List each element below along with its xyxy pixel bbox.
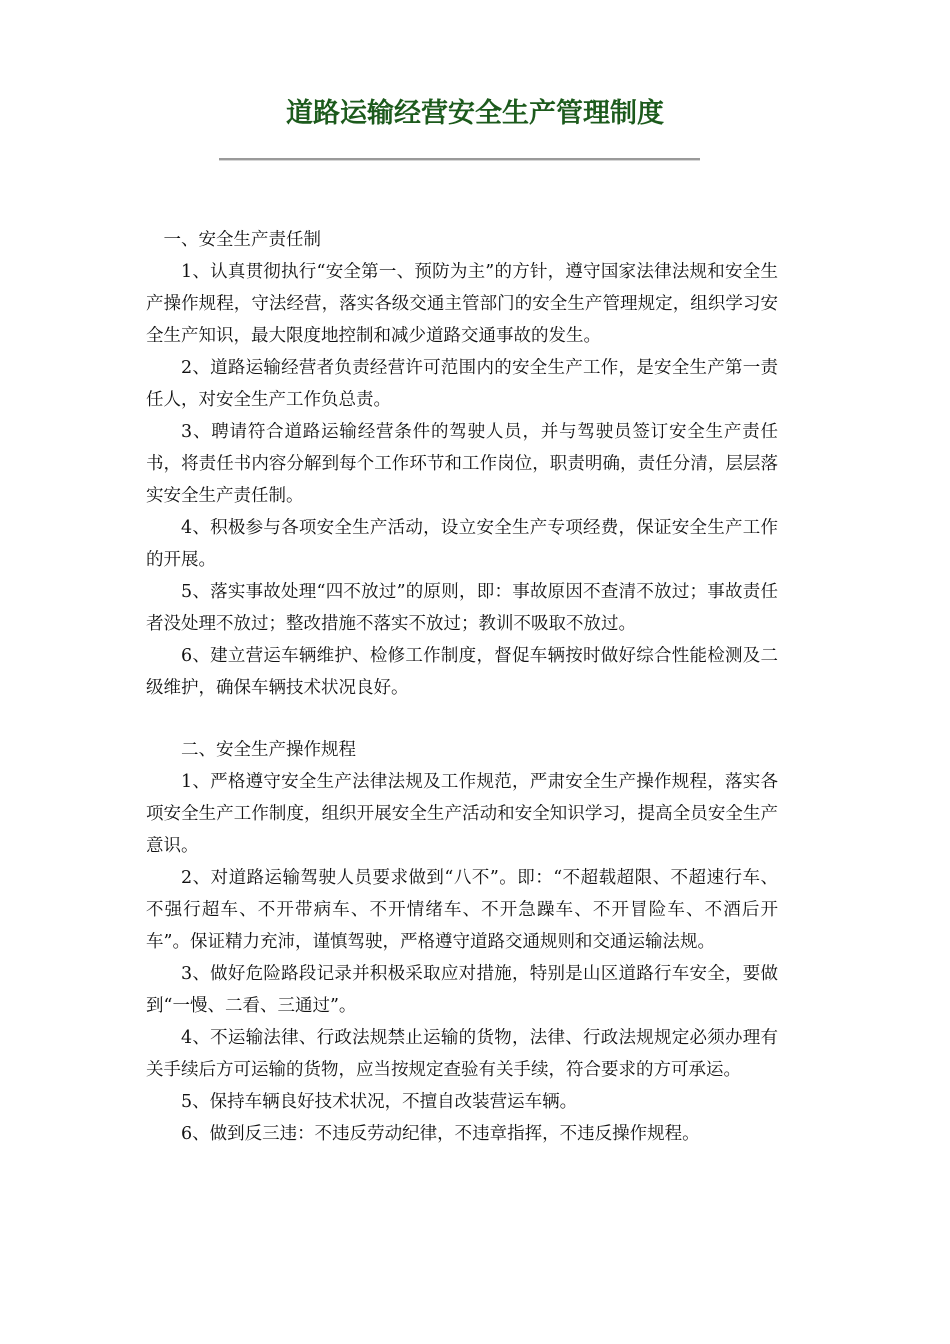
paragraph: 4、不运输法律、行政法规禁止运输的货物，法律、行政法规规定必须办理有关手续后方可运输的货物，应当按规定查验有关手续，符合要求的方可承运。	[146, 1028, 778, 1080]
paragraph: 2、对道路运输驾驶人员要求做到“八不”。即：“不超载超限、不超速行车、不强行超车、不开带病车、不开情绪车、不开急躁车、不开冒险车、不酒后开车”。保证精力充沛，谨慎驾驶，严格遵守道路交通规则和交通运输法规。	[146, 868, 778, 952]
section-heading-responsibility: 一、安全生产责任制	[163, 230, 321, 250]
paragraph: 6、做到反三违：不违反劳动纪律，不违章指挥，不违反操作规程。	[181, 1124, 700, 1144]
section-heading-operating-rules: 二、安全生产操作规程	[181, 740, 356, 760]
paragraph: 2、道路运输经营者负责经营许可范围内的安全生产工作，是安全生产第一责任人，对安全生产工作负总责。	[146, 358, 778, 410]
paragraph: 4、积极参与各项安全生产活动，设立安全生产专项经费，保证安全生产工作的开展。	[146, 518, 778, 570]
paragraph: 1、认真贯彻执行“安全第一、预防为主”的方针，遵守国家法律法规和安全生产操作规程，守法经营，落实各级交通主管部门的安全生产管理规定，组织学习安全生产知识，最大限度地控制和减少道路交通事故的发生。	[146, 262, 778, 346]
paragraph: 1、严格遵守安全生产法律法规及工作规范，严肃安全生产操作规程，落实各项安全生产工作制度，组织开展安全生产活动和安全知识学习，提高全员安全生产意识。	[146, 772, 778, 856]
paragraph: 6、建立营运车辆维护、检修工作制度，督促车辆按时做好综合性能检测及二级维护，确保车辆技术状况良好。	[146, 646, 778, 698]
paragraph: 5、落实事故处理“四不放过”的原则，即：事故原因不查清不放过；事故责任者没处理不放过；整改措施不落实不放过；教训不吸取不放过。	[146, 582, 778, 634]
document-body	[146, 224, 778, 1150]
document-title: 道路运输经营安全生产管理制度	[286, 98, 664, 129]
title-divider	[219, 158, 700, 161]
paragraph: 5、保持车辆良好技术状况，不擅自改装营运车辆。	[181, 1092, 578, 1112]
paragraph: 3、做好危险路段记录并积极采取应对措施，特别是山区道路行车安全，要做到“一慢、二看、三通过”。	[146, 964, 778, 1016]
paragraph: 3、聘请符合道路运输经营条件的驾驶人员，并与驾驶员签订安全生产责任书，将责任书内容分解到每个工作环节和工作岗位，职责明确，责任分清，层层落实安全生产责任制。	[146, 422, 778, 506]
